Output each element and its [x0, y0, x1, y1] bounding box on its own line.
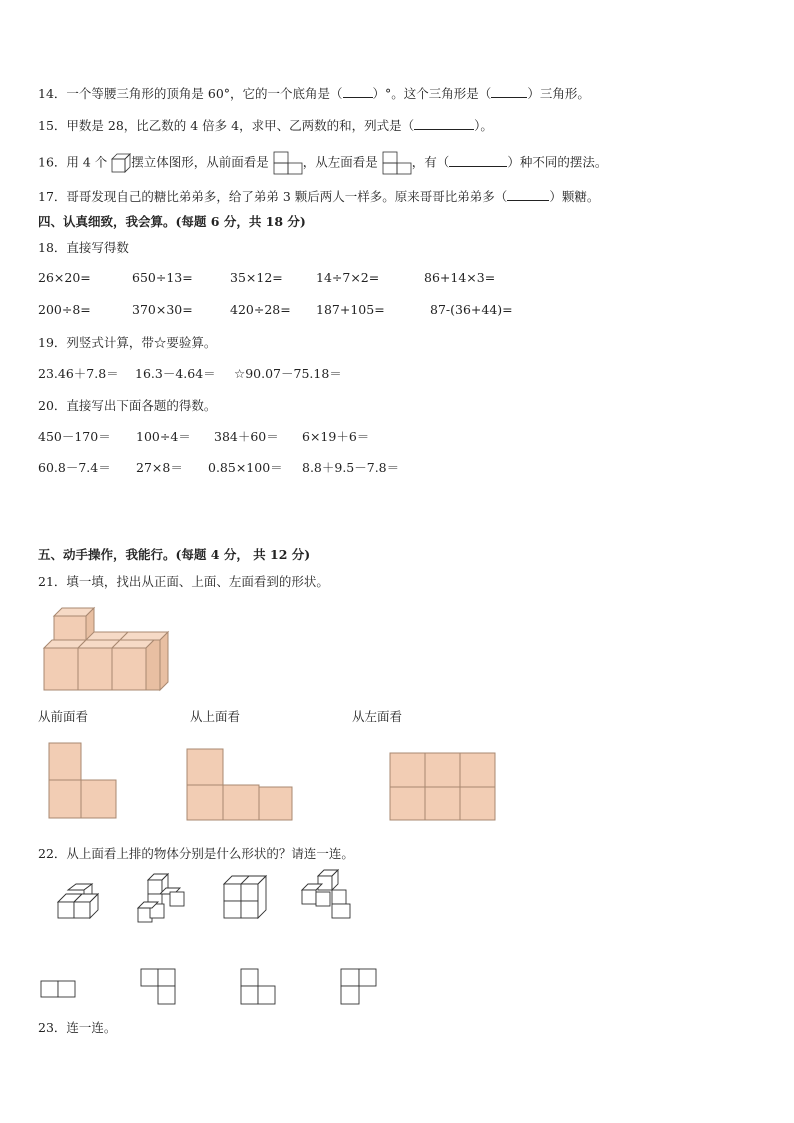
label-top-view: 从上面看: [190, 709, 241, 724]
calc-item: 100÷4＝: [136, 429, 191, 444]
q16-text-d: ，有（: [411, 154, 450, 170]
object-4-figure: [300, 868, 354, 922]
q19-row: [0, 364, 794, 382]
calc-item: 370×30=: [132, 302, 193, 317]
label-front-view: 从前面看: [38, 709, 89, 724]
calc-item: 8.8＋9.5－7.8＝: [302, 460, 400, 475]
q17-text-b: ）颗糖。: [549, 189, 600, 204]
question-15: [38, 116, 493, 134]
calc-item: 60.8－7.4＝: [38, 460, 111, 475]
calc-item: 27×8＝: [136, 460, 183, 475]
object-1-figure: [56, 880, 106, 922]
calc-item: 0.85×100＝: [208, 460, 283, 475]
q14-text-c: ）三角形。: [527, 86, 590, 101]
top-shape-3[interactable]: [240, 968, 276, 1006]
q15-text-a: 15．甲数是 28，比乙数的 4 倍多 4，求甲、乙两数的和，列式是（: [38, 118, 415, 133]
q16-text-b: 摆立体图形，从前面看是: [131, 154, 269, 170]
calc-item: 26×20=: [38, 270, 91, 285]
q16-text-c: ，从左面看是: [302, 154, 378, 170]
top-shape-4[interactable]: [340, 968, 378, 1006]
answer-blank[interactable]: [507, 189, 549, 201]
calc-item: 420÷28=: [230, 302, 291, 317]
q23-title: 23．连一连。: [38, 1020, 117, 1035]
calc-item: 187+105=: [316, 302, 385, 317]
left-view-icon: [382, 151, 412, 175]
q14-text-b: ）°。这个三角形是（: [372, 86, 492, 101]
object-3-figure: [222, 874, 270, 922]
calc-item: 450－170＝: [38, 429, 111, 444]
calc-item: 14÷7×2=: [316, 270, 380, 285]
q18-title: 18．直接写得数: [38, 240, 129, 255]
question-14: [38, 84, 590, 102]
answer-blank[interactable]: [343, 86, 373, 98]
object-2-figure: [136, 872, 190, 924]
q21-title: 21．填一填，找出从正面、上面、左面看到的形状。: [38, 574, 329, 589]
cube-icon: [111, 153, 131, 173]
q16-text-e: ）种不同的摆法。: [507, 154, 608, 170]
calc-item: 650÷13=: [132, 270, 193, 285]
answer-blank[interactable]: [414, 118, 474, 130]
q22-title: 22．从上面看上排的物体分别是什么形状的？请连一连。: [38, 846, 354, 861]
cube-arrangement-figure: [40, 604, 170, 694]
calc-item: 87-(36+44)=: [430, 302, 513, 317]
label-left-view: 从左面看: [352, 709, 403, 724]
top-view-shape: [186, 748, 294, 822]
front-view-shape: [48, 742, 118, 820]
q14-text-a: 14．一个等腰三角形的顶角是 60°，它的一个底角是（: [38, 86, 343, 101]
answer-blank[interactable]: [491, 86, 527, 98]
front-view-icon: [273, 151, 303, 175]
top-shape-1[interactable]: [40, 980, 76, 1000]
q18-row-2: [0, 302, 794, 320]
q17-text-a: 17．哥哥发现自己的糖比弟弟多，给了弟弟 3 颗后两人一样多。原来哥哥比弟弟多（: [38, 189, 508, 204]
section-4-heading: 四、认真细致，我会算。(每题 6 分，共 18 分): [38, 214, 306, 229]
q20-title: 20．直接写出下面各题的得数。: [38, 398, 217, 413]
calc-item: 16.3－4.64＝: [135, 366, 216, 381]
q20-row-2: [0, 458, 794, 476]
q18-row-1: [0, 270, 794, 288]
left-view-shape: [389, 752, 497, 822]
top-shape-2[interactable]: [140, 968, 176, 1006]
calc-item: 23.46＋7.8＝: [38, 366, 119, 381]
section-5-heading: 五、动手操作，我能行。(每题 4 分， 共 12 分): [38, 547, 311, 562]
question-17: [38, 187, 599, 205]
q16-text-a: 16．用 4 个: [38, 154, 108, 170]
calc-item: 384＋60＝: [214, 429, 279, 444]
q15-text-b: ）。: [474, 118, 493, 133]
q20-row-1: [0, 427, 794, 445]
calc-item: 6×19＋6＝: [302, 429, 370, 444]
answer-blank[interactable]: [449, 155, 507, 167]
calc-item: 35×12=: [230, 270, 283, 285]
question-16: [38, 151, 607, 175]
calc-item: 86+14×3=: [424, 270, 496, 285]
q19-title: 19．列竖式计算，带☆要验算。: [38, 335, 217, 350]
calc-item: 200÷8=: [38, 302, 91, 317]
calc-item: ☆90.07－75.18＝: [234, 366, 342, 381]
